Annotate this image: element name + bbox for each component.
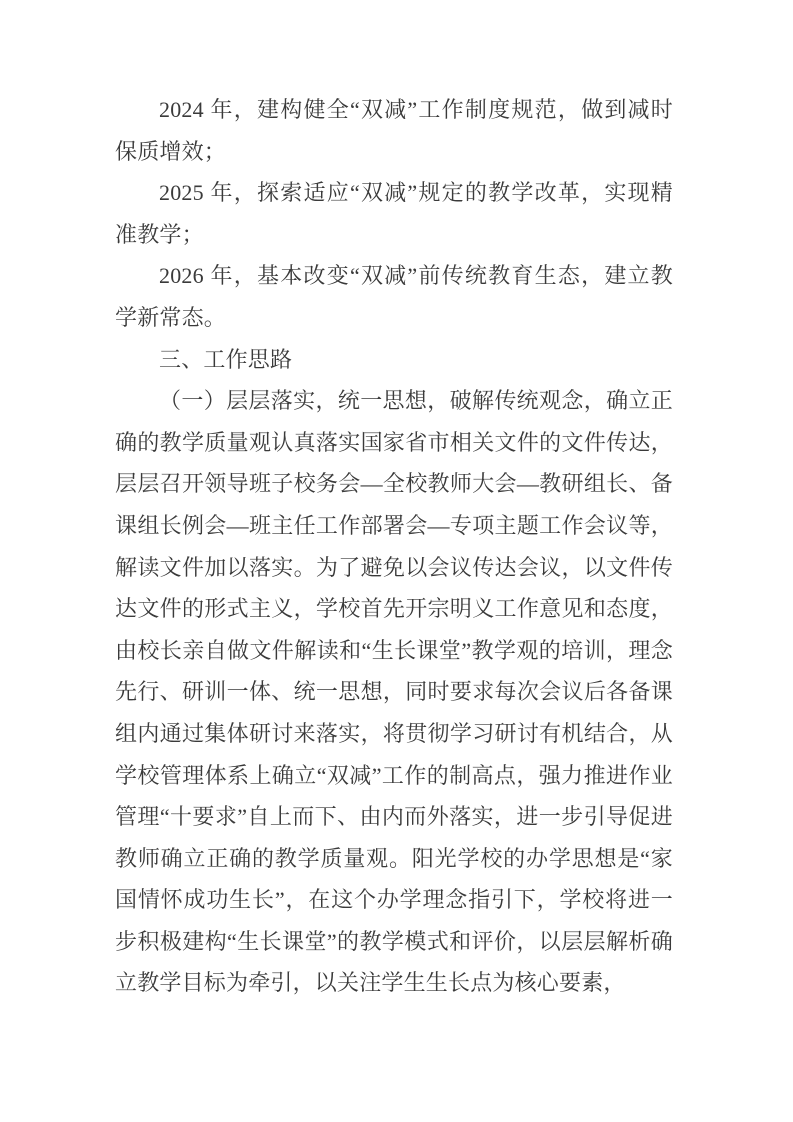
section-heading: 三、工作思路 bbox=[159, 346, 293, 372]
paragraph-work-approach: （一）层层落实，统一思想，破解传统观念，确立正确的教学质量观认真落实国家省市相关文件的文件传达，层层召开领导班子校务会—全校教师大会—教研组长、备课组长例会—班主任工作部署会—专项主题工作会议等，解读文件加以落实。为了避免以会议传达会议，以文件传达文件的形式主义，学校首先开宗明义工作意见和态度，由校长亲自做文件解读和“生长课堂”教学观的培训，理念先行、研训一体、统一思想，同时要求每次会议后各备课组内通过集体研讨来落实，将贯彻学习研讨有机结合，从学校管理体系上确立“双减”工作的制高点，强力推进作业管理“十要求”自上而下、由内而外落实，进一步引导促进教师确立正确的教学质量观。阳光学校的办学思想是“家国情怀成功生长”，在这个办学理念指引下，学校将进一步积极建构“生长课堂”的教学模式和评价，以层层解析确立教学目标为牵引，以关注学生生长点为核心要素， bbox=[115, 388, 673, 996]
document-body bbox=[115, 89, 673, 1004]
paragraph-milestone-2025: 2025 年，探索适应“双减”规定的教学改革，实现精准教学； bbox=[115, 180, 673, 247]
paragraph-milestone-2026: 2026 年，基本改变“双减”前传统教育生态，建立教学新常态。 bbox=[115, 263, 673, 330]
paragraph-milestone-2024: 2024 年，建构健全“双减”工作制度规范，做到减时保质增效； bbox=[115, 97, 673, 164]
